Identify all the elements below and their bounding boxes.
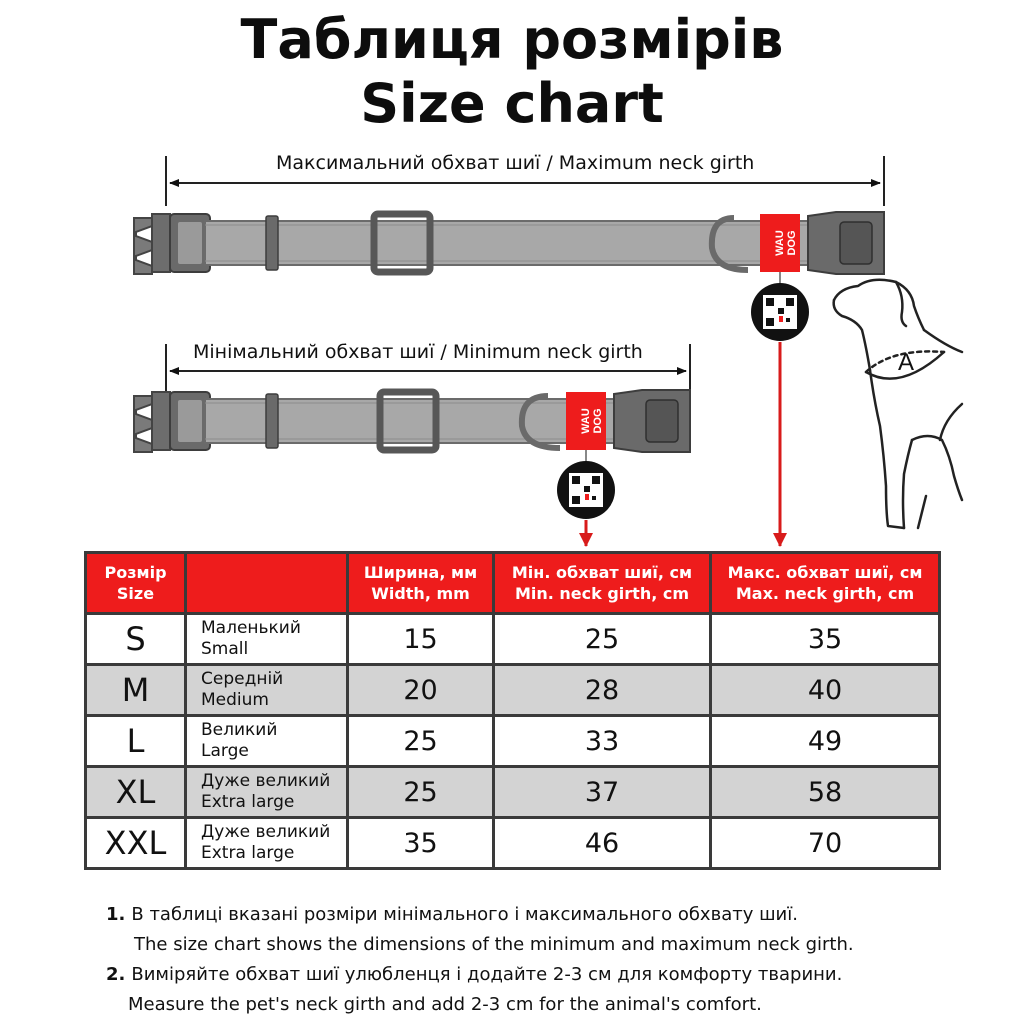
min-girth-value: 33 (494, 716, 711, 767)
dog-outline-icon (834, 280, 962, 528)
size-code: XL (86, 767, 186, 818)
size-table (84, 551, 941, 870)
max-girth-value: 70 (711, 818, 940, 869)
min-girth-value: 28 (494, 665, 711, 716)
width-value: 25 (348, 767, 494, 818)
header-min-girth: Мін. обхват шиї, см Min. neck girth, cm (494, 553, 711, 614)
notes-list (106, 900, 854, 1020)
svg-text:DOG: DOG (786, 230, 798, 256)
table-row (86, 767, 940, 818)
note-2-ua: 2. Виміряйте обхват шиї улюбленця і додайте 2-3 см для комфорту тварини. (106, 964, 843, 985)
size-name: Маленький Small (186, 614, 348, 665)
dog-neck-marker: A (898, 349, 915, 376)
min-girth-label: Мінімальний обхват шиї / Minimum neck girth (189, 341, 647, 363)
table-row (86, 716, 940, 767)
svg-text:WAU: WAU (580, 408, 592, 434)
note-1-en: The size chart shows the dimensions of the minimum and maximum neck girth. (134, 934, 854, 955)
width-value: 35 (348, 818, 494, 869)
size-code: M (86, 665, 186, 716)
width-value: 20 (348, 665, 494, 716)
max-girth-value: 35 (711, 614, 940, 665)
size-name: Великий Large (186, 716, 348, 767)
table-row (86, 614, 940, 665)
width-value: 25 (348, 716, 494, 767)
min-girth-value: 25 (494, 614, 711, 665)
max-girth-value: 40 (711, 665, 940, 716)
svg-text:DOG: DOG (592, 408, 604, 434)
size-code: XXL (86, 818, 186, 869)
table-row (86, 818, 940, 869)
page-subtitle: Size chart (360, 72, 664, 135)
min-girth-value: 46 (494, 818, 711, 869)
size-name: Дуже великий Extra large (186, 767, 348, 818)
note-2-en: Measure the pet's neck girth and add 2-3 cm for the animal's comfort. (128, 994, 762, 1015)
size-name: Середній Medium (186, 665, 348, 716)
header-width: Ширина, мм Width, mm (348, 553, 494, 614)
width-value: 15 (348, 614, 494, 665)
table-header-row (86, 553, 940, 614)
max-girth-value: 49 (711, 716, 940, 767)
collar-max (134, 212, 884, 341)
table-row (86, 665, 940, 716)
max-girth-value: 58 (711, 767, 940, 818)
svg-text:WAU: WAU (774, 230, 786, 256)
buckle-clip-icon (134, 218, 152, 274)
min-girth-value: 37 (494, 767, 711, 818)
note-1-ua: 1. В таблиці вказані розміри мінімального і максимального обхвату шиї. (106, 904, 798, 925)
collar-min (134, 390, 690, 519)
buckle-clip-icon (134, 396, 152, 452)
size-name: Дуже великий Extra large (186, 818, 348, 869)
header-size: Розмір Size (86, 553, 186, 614)
header-name (186, 553, 348, 614)
size-code: L (86, 716, 186, 767)
size-code: S (86, 614, 186, 665)
max-girth-label: Максимальний обхват шиї / Maximum neck girth (272, 152, 758, 174)
header-max-girth: Макс. обхват шиї, см Max. neck girth, cm (711, 553, 940, 614)
page-title: Таблиця розмірів (240, 8, 784, 71)
